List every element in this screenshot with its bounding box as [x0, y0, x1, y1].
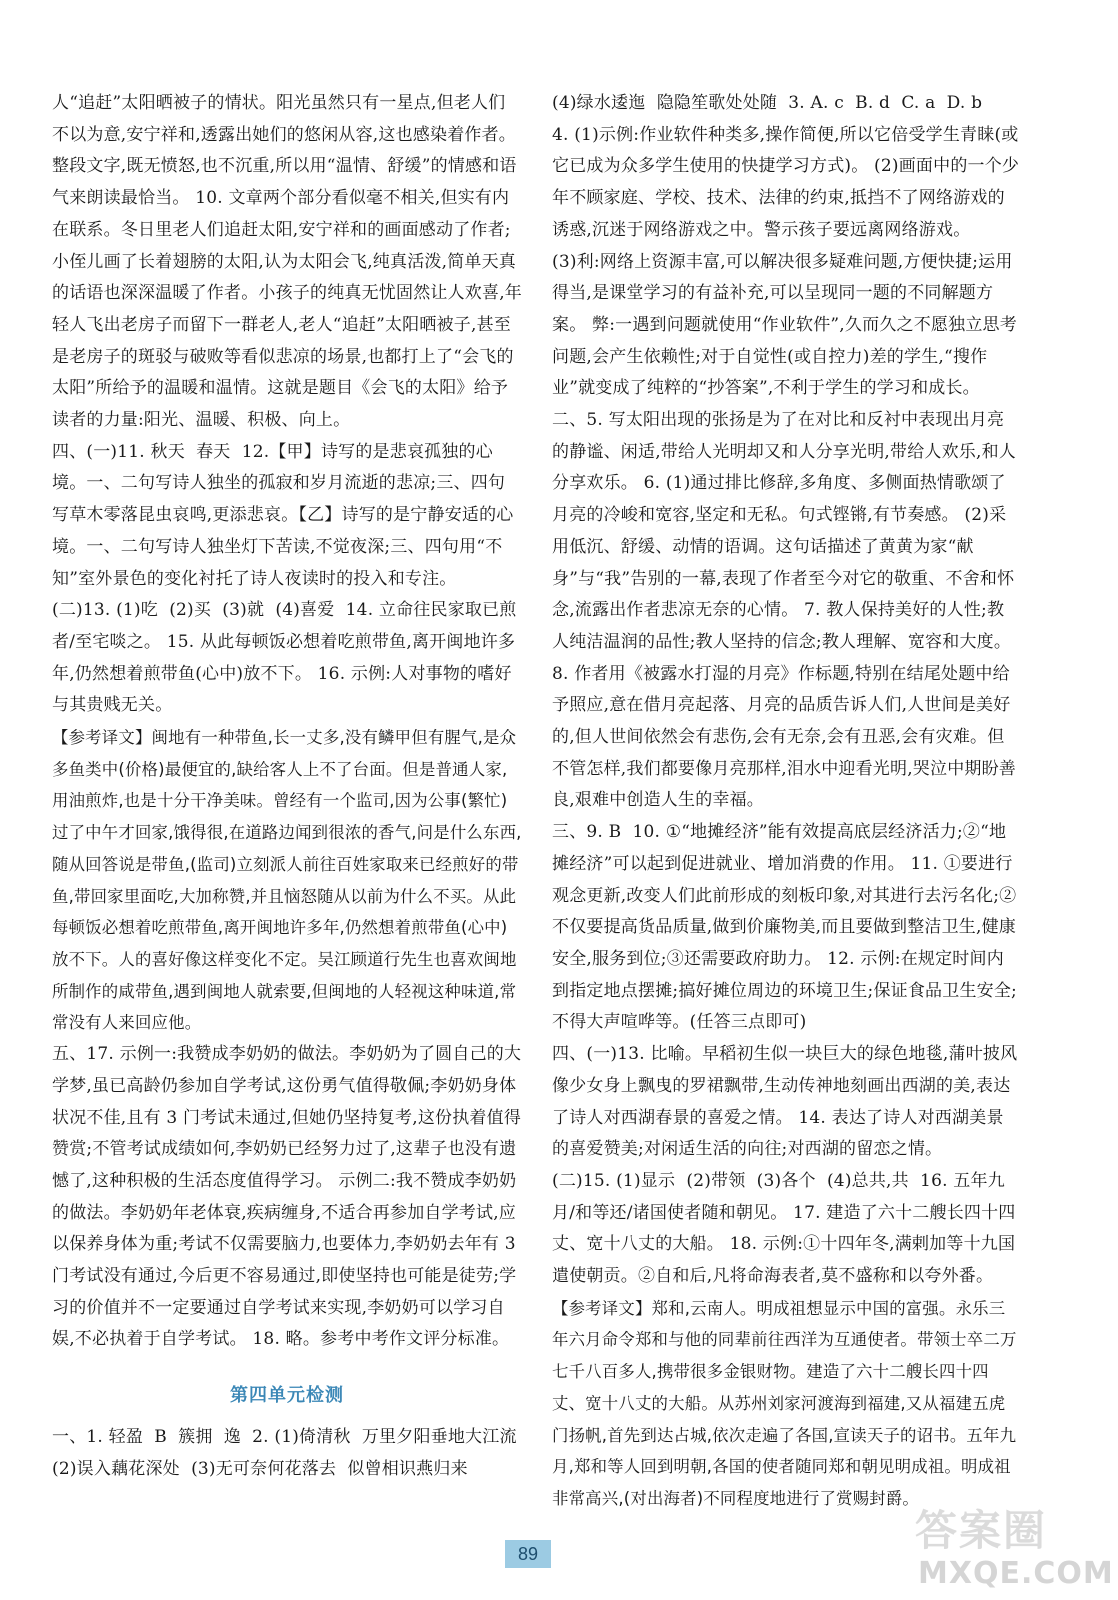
- answer-paragraph: 四、(一)11. 秋天 春天 12.【甲】诗写的是悲哀孤独的心境。一、二句写诗人独坐的孤寂和岁月流逝的悲凉;三、四句写草木零落昆虫哀鸣,更添悲哀。【乙】诗写的是宁静安适的心境。一、二句写诗人独坐灯下苦读,不觉夜深;三、四句用“不知”室外景色的变化衬托了诗人夜读时的投入和专注。: [52, 441, 514, 589]
- reference-translation: 【参考译文】闽地有一种带鱼,长一丈多,没有鳞甲但有腥气,是众多鱼类中(价格)最便宜的,缺给客人上不了台面。但是普通人家,用油煎炸,也是十分干净美味。曾经有一个监司,因为公事(繁忙)过了中午才回家,饿得很,在道路边闻到很浓的香气,问是什么东西,随从回答说是带鱼,(监司)立刻派人前往百姓家取来已经煎好的带鱼,带回家里面吃,大加称赞,并且恼怒随从以前为什么不买。从此每顿饭必想着吃煎带鱼,离开闽地许多年,仍然想着煎带鱼(心中)放不下。人的喜好像这样变化不定。吴江顾道行先生也喜欢闽地所制作的咸带鱼,遇到闽地人就索要,但闽地的人轻视这种味道,常常没有人来回应他。: [52, 728, 522, 1033]
- page-number: 89: [505, 1540, 551, 1568]
- section-title: 第四单元检测: [230, 1385, 344, 1407]
- answer-paragraph: 三、9. B 10. ①“地摊经济”能有效提高底层经济活力;②“地摊经济”可以起到促进就业、增加消费的作用。 11. ①要进行观念更新,改变人们此前形成的刻板印象,对其进行去污名化;②不仅要提高货品质量,做到价廉物美,而且要做到整洁卫生,健康安全,服务到位;③还需要政府助力。 12. 示例:在规定时间内到指定地点摆摊;搞好摊位周边的环境卫生;保证食品卫生安全;不得大声喧哗等。(任答三点即可): [552, 822, 1017, 1033]
- answer-paragraph: 4. (1)示例:作业软件种类多,操作简便,所以它倍受学生青睐(或它已成为众多学生使用的快捷学习方式)。 (2)画面中的一个少年不顾家庭、学校、技术、法律的约束,抵挡不了网络游戏的诱惑,沉迷于网络游戏之中。警示孩子要远离网络游戏。: [552, 124, 1020, 240]
- right-column: [552, 88, 1020, 1515]
- answer-paragraph: 五、17. 示例一:我赞成李奶奶的做法。李奶奶为了圆自己的大学梦,虽已高龄仍参加自学考试,这份勇气值得敬佩;李奶奶身体状况不佳,且有 3 门考试未通过,但她仍坚持复考,这份执着值得赞赏;不管考试成绩如何,李奶奶已经努力过了,这辈子也没有遗憾了,这种积极的生活态度值得学习。 示例二:我不赞成李奶奶的做法。李奶奶年老体衰,疾病缠身,不适合再参加自学考试,应以保养身体为重;考试不仅需要脑力,也要体力,李奶奶去年有 3 门考试没有通过,今后更不容易通过,即使坚持也可能是徒劳;学习的价值并不一定要通过自学考试来实现,李奶奶可以学习自娱,不必执着于自学考试。 18. 略。参考中考作文评分标准。: [52, 1044, 522, 1350]
- answer-paragraph: (二)13. (1)吃 (2)买 (3)就 (4)喜爱 14. 立命往民家取已煎者/至宅啖之。 15. 从此每顿饭必想着吃煎带鱼,离开闽地许多年,仍然想着煎带鱼(心中)放不下。 16. 示例:人对事物的嗜好与其贵贱无关。: [52, 600, 517, 716]
- answer-paragraph: 四、(一)13. 比喻。早稻初生似一块巨大的绿色地毯,蒲叶披风像少女身上飘曳的罗裙飘带,生动传神地刻画出西湖的美,表达了诗人对西湖春景的喜爱之情。 14. 表达了诗人对西湖美景的喜爱赞美;对闲适生活的向往;对西湖的留恋之情。: [552, 1044, 1018, 1160]
- answer-paragraph: 一、1. 轻盈 B 簇拥 逸 2. (1)倚清秋 万里夕阳垂地大江流 (2)误入藕花深处 (3)无可奈何花落去 似曾相识燕归来: [52, 1426, 528, 1479]
- reference-translation: 【参考译文】郑和,云南人。明成祖想显示中国的富强。永乐三年六月命令郑和与他的同辈前往西洋为互通使者。带领士卒二万七千八百多人,携带很多金银财物。建造了六十二艘长四十四丈、宽十八丈的大船。从苏州刘家河渡海到福建,又从福建五虎门扬帆,首先到达占城,依次走遍了各国,宣读天子的诏书。五年九月,郑和等人回到明朝,各国的使者随同郑和朝见明成祖。明成祖非常高兴,(对出海者)不同程度地进行了赏赐封爵。: [552, 1298, 1017, 1508]
- answer-paragraph: 人“追赶”太阳晒被子的情状。阳光虽然只有一星点,但老人们不以为意,安宁祥和,透露出她们的悠闲从容,这也感染着作者。整段文字,既无愤怒,也不沉重,所以用“温情、舒缓”的情感和语气来朗读最恰当。 10. 文章两个部分看似毫不相关,但实有内在联系。冬日里老人们追赶太阳,安宁祥和的画面感动了作者;小侄儿画了长着翅膀的太阳,认为太阳会飞,纯真活泼,简单天真的话语也深深温暖了作者。小孩子的纯真无忧固然让人欢喜,年轻人飞出老房子而留下一群老人,老人“追赶”太阳晒被子,甚至是老房子的斑驳与破败等看似悲凉的场景,也都打上了“会飞的太阳”所给予的温暖和温情。这就是题目《会飞的太阳》给予读者的力量:阳光、温暖、积极、向上。: [52, 93, 523, 431]
- answer-paragraph: (3)利:网络上资源丰富,可以解决很多疑难问题,方便快捷;运用得当,是课堂学习的有益补充,可以呈现同一题的不同解题方案。 弊:一遇到问题就使用“作业软件”,久而久之不愿独立思考问题,会产生依赖性;对于自觉性(或自控力)差的学生,“搜作业”就变成了纯粹的“抄答案”,不利于学生的学习和成长。: [552, 251, 1017, 399]
- watermark-url: MXQE.COM: [918, 1556, 1114, 1591]
- watermark-logo: 答案圈: [915, 1506, 1048, 1555]
- left-column: [52, 88, 528, 1485]
- answer-paragraph: (二)15. (1)显示 (2)带领 (3)各个 (4)总共,共 16. 五年九月/和等还/诸国使者随和朝见。 17. 建造了六十二艘长四十四丈、宽十八丈的大船。 18. 示例:①十四年冬,满剌加等十九国遣使朝贡。②自和后,凡将命海表者,莫不盛称和以夸外番。: [552, 1170, 1016, 1287]
- answer-paragraph: (4)绿水逶迤 隐隐笙歌处处随 3. A. c B. d C. a D. b: [552, 93, 983, 113]
- answer-paragraph: 二、5. 写太阳出现的张扬是为了在对比和反衬中表现出月亮的静谧、闲适,带给人光明却又和人分享光明,带给人欢乐,和人分享欢乐。 6. (1)通过排比修辞,多角度、多侧面热情歌颂了月亮的冷峻和宽容,坚定和无私。句式铿锵,有节奏感。 (2)采用低沉、舒缓、动情的语调。这句话描述了黄黄为家“献身”与“我”告别的一幕,表现了作者至今对它的敬重、不舍和怀念,流露出作者悲凉无奈的心情。 7. 教人保持美好的人性;教人纯洁温润的品性;教人坚持的信念;教人理解、宽容和大度。 8. 作者用《被露水打湿的月亮》作标题,特别在结尾处题中给予照应,意在借月亮起落、月亮的品质告诉人们,人世间是美好的,但人世间依然会有悲伤,会有无奈,会有丑恶,会有灾难。但不管怎样,我们都要像月亮那样,泪水中迎看光明,哭泣中期盼善良,艰难中创造人生的幸福。: [552, 410, 1017, 811]
